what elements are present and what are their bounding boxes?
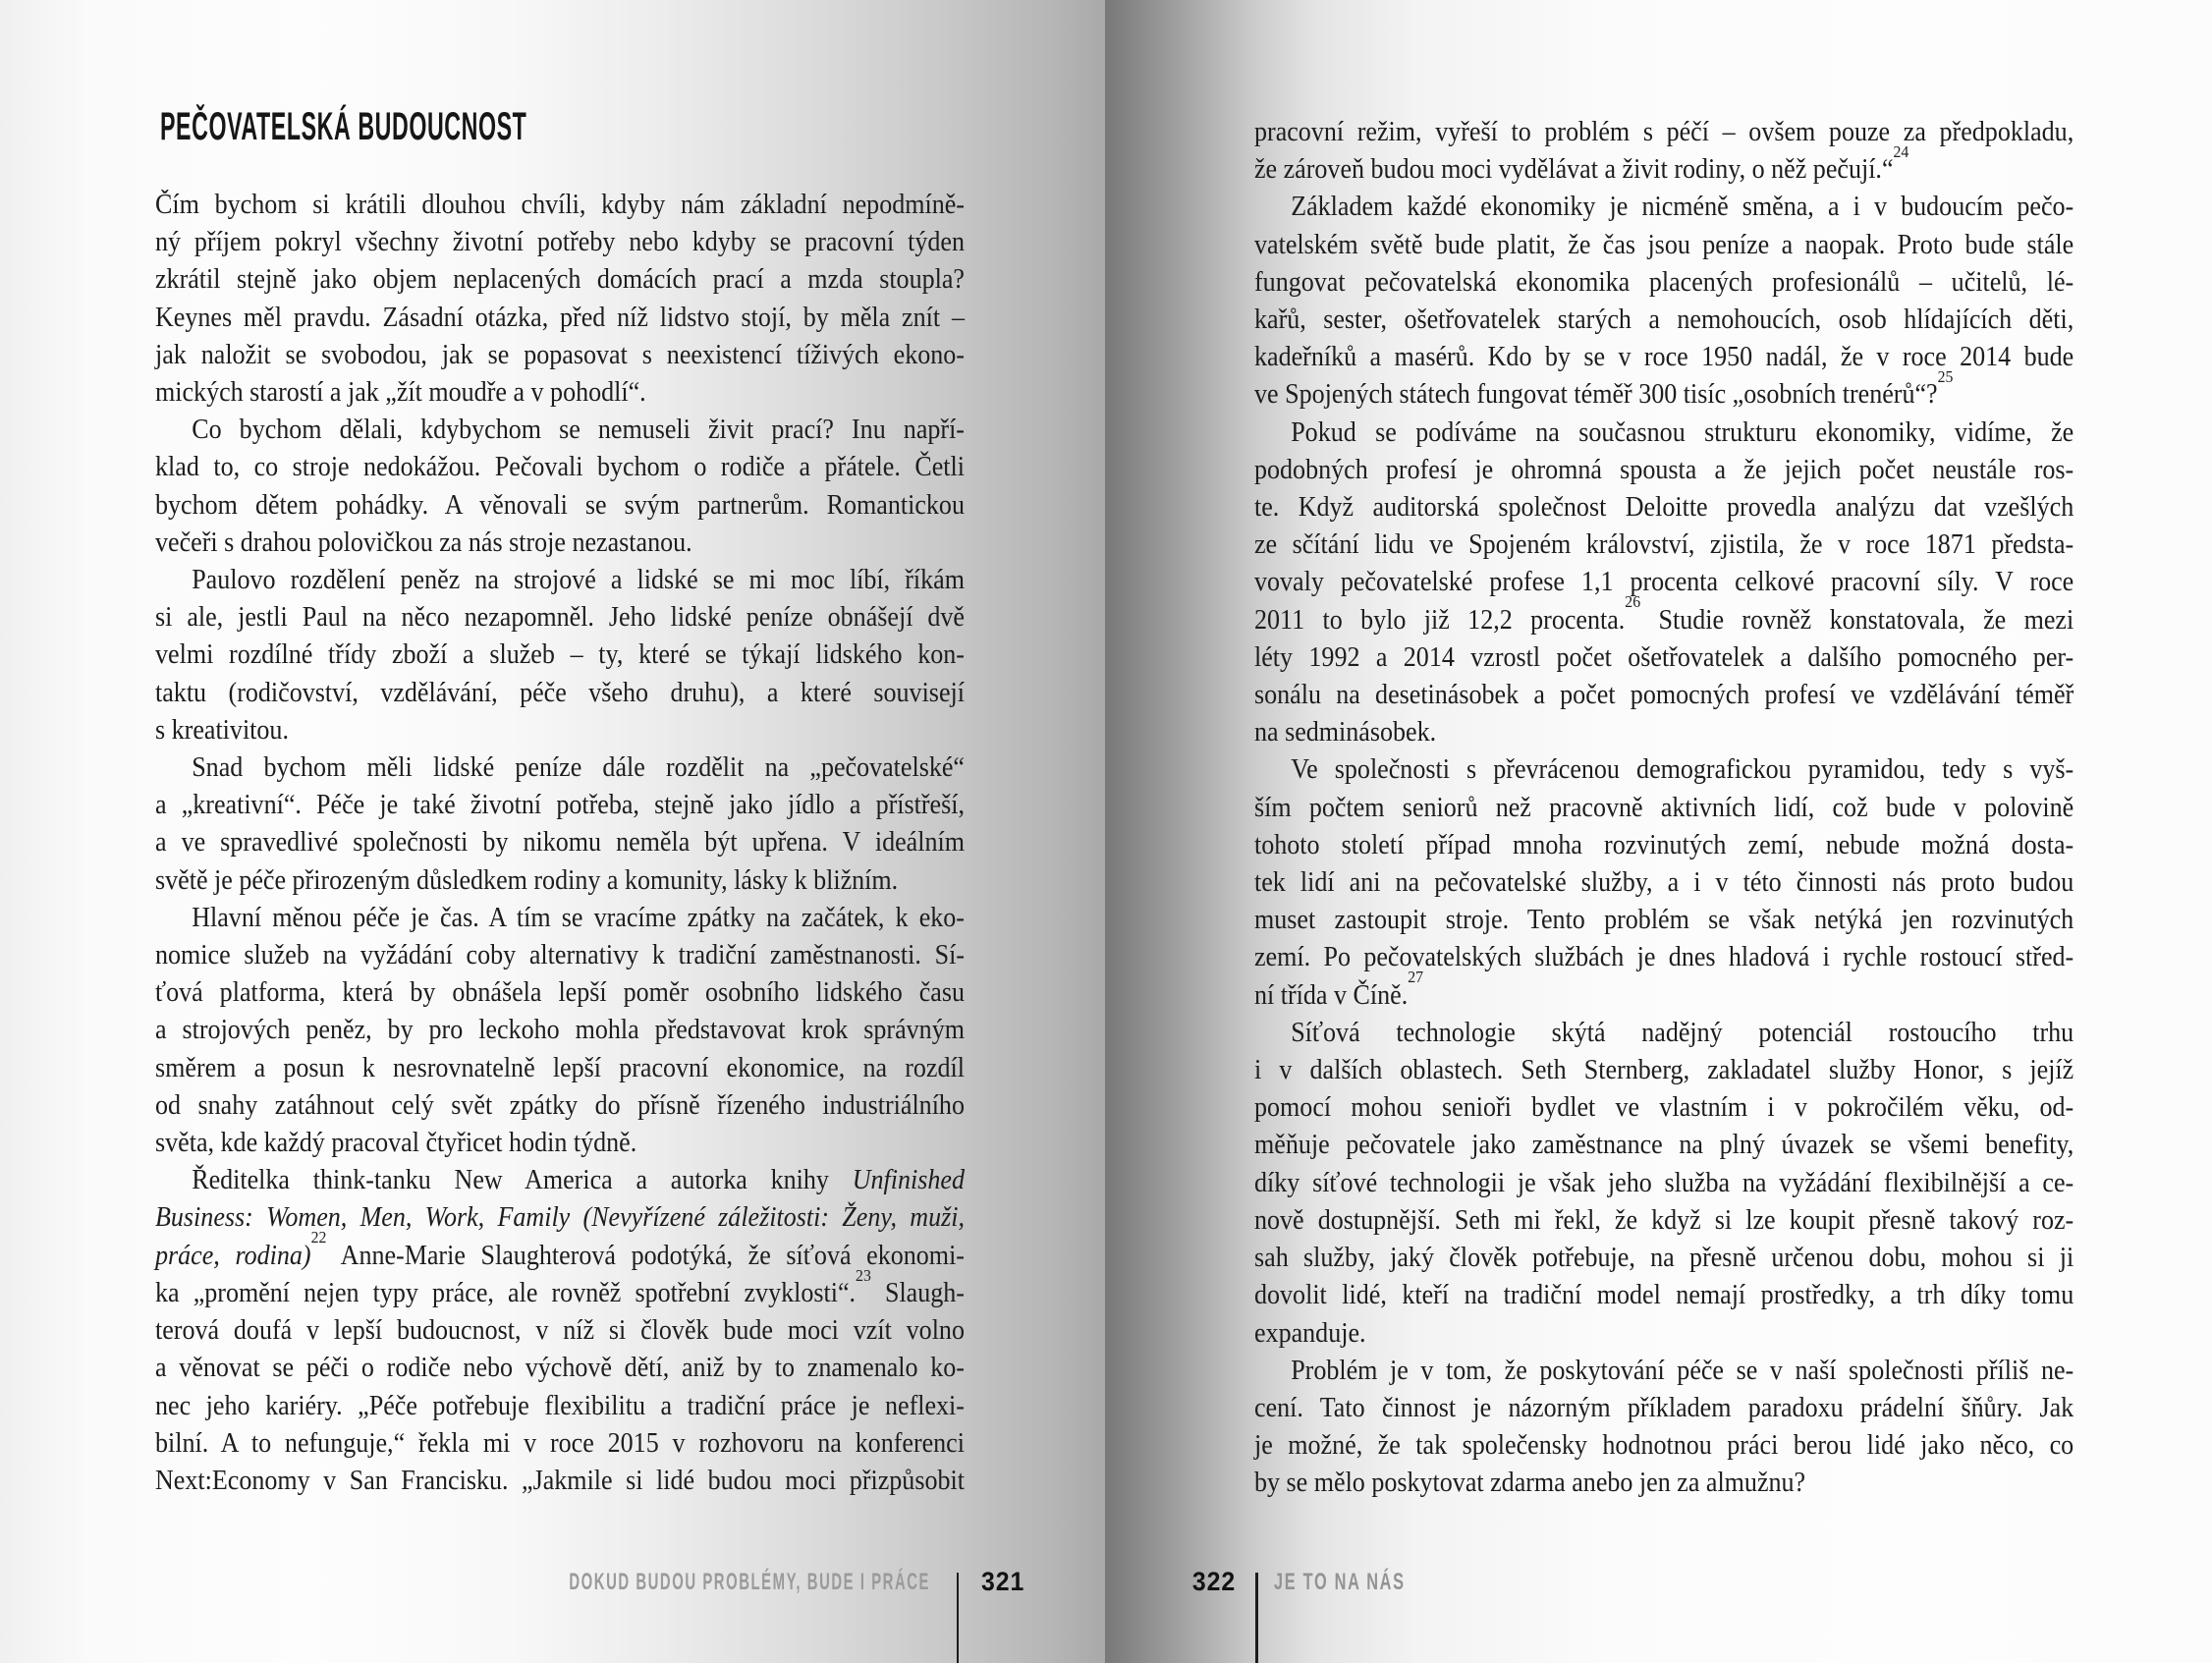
text-line: vovaly pečovatelské profese 1,1 procenta celkové pracovní síly. V roce [1254,567,2074,598]
footnote-ref: 25 [1937,367,1954,387]
text-line: Snad bychom měli lidské peníze dále rozdělit na „pečovatelské“ [192,752,965,784]
text-line: Základem každé ekonomiky je nicméně směna, a i v budoucím pečo- [1291,192,2074,223]
text-line [155,1228,965,1275]
footnote-ref: 26 [1625,592,1641,612]
page-number-right: 322 [1191,1567,1236,1596]
text-line: nomice služeb na vyžádání coby alternativy k tradiční zaměstnanosti. Sí- [155,940,965,971]
text-line: ka „promění nejen typy práce, ale rovněž spotřební zvyklosti“.$^{23}$ Slaugh- [155,1265,965,1308]
text-line: nec jeho kariéry. „Péče potřebuje flexibilitu a tradiční práce je neflexi- [155,1390,965,1421]
text-line: mických starostí a jak „žít moudře a v pohodlí“. [155,377,646,409]
text-line: dovolit lidé, kteří na tradiční model nemají prostředky, a trh díky tomu [1254,1280,2074,1311]
text-line: 2011 to bylo již 12,2 procenta.$^{26}$ Studie rovněž konstatovala, že mezi [1254,592,2074,636]
text-line: sah služby, jaký člověk potřebuje, na přesně určenou dobu, mohou si ji [1254,1243,2074,1274]
text-line: že zároveň budou moci vydělávat a živit rodiny, o něž pečují.“$^{24}$ [1254,141,1909,186]
text-line [155,1199,965,1237]
text-line: na sedminásobek. [1254,717,1437,748]
text-line: nově dostupnější. Seth mi řekl, že když si lze koupit přesně takový roz- [1254,1204,2074,1236]
text-line: a strojových peněz, by pro leckoho mohla představovat krok správným [155,1015,965,1046]
text-line: klad to, co stroje nedokážou. Pečovali bychom o rodiče a přátele. Četli [155,452,965,483]
text-line: muset zastoupit stroje. Tento problém se však netýká jen rozvinutých [1254,905,2074,936]
text-line: zkrátil stejně jako objem neplacených domácích prací a mzda stoupla? [155,264,965,296]
text-line: ve Spojených státech fungovat téměř 300 tisíc „osobních trenérů“?$^{25}$ [1254,367,1954,411]
text-line: i v dalších oblastech. Seth Sternberg, zakladatel služby Honor, s jejíž [1254,1055,2074,1086]
italic-text: Business: Women, Men, Work, Family (Nevyřízené záležitosti: Ženy, muži, [155,1202,965,1234]
text-line: a věnovat se péči o rodiče nebo výchově dětí, aniž by to znamenalo ko- [155,1353,965,1384]
text-line: a ve spravedlivé společnosti by nikomu neměla být upřena. V ideálním [155,827,965,859]
text-line: zemí. Po pečovatelských službách je dnes hladová i rychle rostoucí střed- [1254,942,2074,973]
text-line: s kreativitou. [155,714,289,746]
text-line: sonálu na desetinásobek a počet pomocných profesí ve vzdělávání téměř [1254,680,2074,711]
text-line: Problém je v tom, že poskytování péče se v naší společnosti příliš ne- [1291,1355,2074,1386]
left-page-text [155,187,965,1500]
text-segment: Anne-Marie Slaughterová podotýká, že síťová ekonomi- [326,1240,965,1271]
text-line: taktu (rodičovství, vzdělávání, péče všeho druhu), a které souvisejí [155,677,965,708]
text-line: jak naložit se svobodou, jak se popasovat s neexistencí tíživých ekono- [155,339,965,370]
text-line: Keynes měl pravdu. Zásadní otázka, před níž lidstvo stojí, by měla znít – [155,302,965,333]
text-line: podobných profesí je ohromná spousta a že jejich počet neustále ros- [1254,454,2074,485]
text-line: od snahy zatáhnout celý svět zpátky do přísně řízeného industriálního [155,1089,965,1121]
text-line: měňuje pečovatele jako zaměstnance na plný úvazek se všemi benefity, [1254,1130,2074,1161]
text-line: ším počtem seniorů než pracovně aktivních lidí, což bude v polovině [1254,792,2074,823]
running-title-left: DOKUD BUDOU PROBLÉMY, BUDE I PRÁCE [569,1569,930,1595]
text-line: ní třída v Číně.$^{27}$ [1254,968,1424,1011]
footer-rule-right [1255,1573,1258,1663]
text-line: vatelském světě bude platit, že čas jsou peníze a naopak. Proto bude stále [1254,229,2074,260]
footer-rule-left [957,1573,959,1663]
text-line: bilní. A to nefunguje,“ řekla mi v roce 2015 v rozhovoru na konferenci [155,1427,965,1459]
text-segment: Studie rovněž konstatovala, že mezi [1640,604,2074,636]
footnote-ref: 27 [1408,968,1424,987]
running-title-right: JE TO NA NÁS [1274,1569,1406,1595]
text-line: ný příjem pokryl všechny životní potřeby nebo kdyby se pracovní týden [155,227,965,258]
text-line: terová doufá v lepší budoucnost, v níž si člověk bude moci vzít volno [155,1315,965,1347]
text-line: a „kreativní“. Péče je také životní potřeba, stejně jako jídlo a přístřeší, [155,790,965,821]
text-line: Pokud se podíváme na současnou strukturu ekonomiky, vidíme, že [1291,416,2074,448]
text-line: Co bychom dělali, kdybychom se nemuseli živit prací? Inu napří- [192,415,965,446]
text-line: bychom dětem pohádky. A věnovali se svým partnerům. Romantickou [155,489,965,521]
text-line: tohoto století případ mnoha rozvinutých zemí, nebude možná dosta- [1254,829,2074,860]
text-line: světa, kde každý pracoval čtyřicet hodin týdně. [155,1128,637,1159]
text-line: světě je péče přirozeným důsledkem rodiny a komunity, lásky k bližním. [155,864,899,896]
text-line: Next:Economy v San Francisku. „Jakmile si lidé budou moci přizpůsobit [155,1465,965,1496]
text-line: cení. Tato činnost je názorným příkladem paradoxu prádelní šňůry. Jak [1254,1392,2074,1423]
text-line: pomocí mohou senioři bydlet ve vlastním i v pokročilém věku, od- [1254,1092,2074,1124]
italic-text: práce, rodina) [155,1240,311,1271]
text-line: by se mělo poskytovat zdarma anebo jen za almužnu? [1254,1468,1806,1499]
footnote-ref: 23 [856,1265,871,1285]
text-line: léty 1992 a 2014 vzrostl počet ošetřovatelek a dalšího pomocného per- [1254,641,2074,673]
text-line: pracovní režim, vyřeší to problém s péčí – ovšem pouze za předpokladu, [1254,117,2074,147]
text-line: ze sčítání lidu ve Spojeném království, zjistila, že v roce 1871 předsta- [1254,529,2074,561]
footnote-ref: 24 [1893,141,1909,161]
text-line: expanduje. [1254,1317,1366,1349]
text-line: tek lidí ani na pečovatelské služby, a i v této činnosti nás proto budou [1254,867,2074,899]
text-line: ťová platforma, která by obnášela lepší poměr osobního lidského času [155,977,965,1009]
text-line: Hlavní měnou péče je čas. A tím se vracíme zpátky na začátek, k eko- [192,902,965,933]
text-line: kadeřníků a masérů. Kdo by se v roce 1950 nadál, že v roce 2014 bude [1254,342,2074,373]
text-line: směrem a posun k nesrovnatelně lepší pracovní ekonomice, na rozdíl [155,1052,965,1083]
text-line: Síťová technologie skýtá nadějný potenciál rostoucího trhu [1291,1017,2074,1048]
text-line: Čím bychom si krátili dlouhou chvíli, kdyby nám základní nepodmíně- [155,190,965,220]
right-page-text [1254,114,2074,1503]
footnote-ref: 22 [310,1228,327,1247]
text-line: Ředitelka think-tanku New America a autorka knihy Unfinished [192,1165,965,1196]
text-line: kařů, sester, ošetřovatelek starých a nemohoucích, osob hlídajících děti, [1254,305,2074,336]
italic-text: Unfinished [852,1165,965,1196]
text-line: te. Když auditorská společnost Deloitte provedla analýzu dat vzešlých [1254,492,2074,524]
text-line: díky síťové technologii je však jeho služba na vyžádání flexibilnější a ce- [1254,1167,2074,1198]
text-line: velmi rozdílné třídy zboží a služeb – ty, které se týkají lidského kon- [155,639,965,671]
page-number-left: 321 [981,1567,1025,1596]
text-line: fungovat pečovatelská ekonomika placených profesionálů – učitelů, lé- [1254,266,2074,298]
text-line: si ale, jestli Paul na něco nezapomněl. Jeho lidské peníze obnášejí dvě [155,602,965,634]
chapter-heading: PEČOVATELSKÁ BUDOUCNOST [160,105,527,148]
text-line: Paulovo rozdělení peněz na strojové a lidské se mi moc líbí, říkám [192,565,965,596]
text-segment: Slaugh- [870,1277,965,1308]
text-line: Ve společnosti s převrácenou demografickou pyramidou, tedy s vyš- [1291,754,2074,786]
text-line: je možné, že tak společensky hodnotnou práci berou lidé jako něco, co [1254,1430,2074,1462]
text-line: večeři s drahou polovičkou za nás stroje nezastanou. [155,527,692,558]
